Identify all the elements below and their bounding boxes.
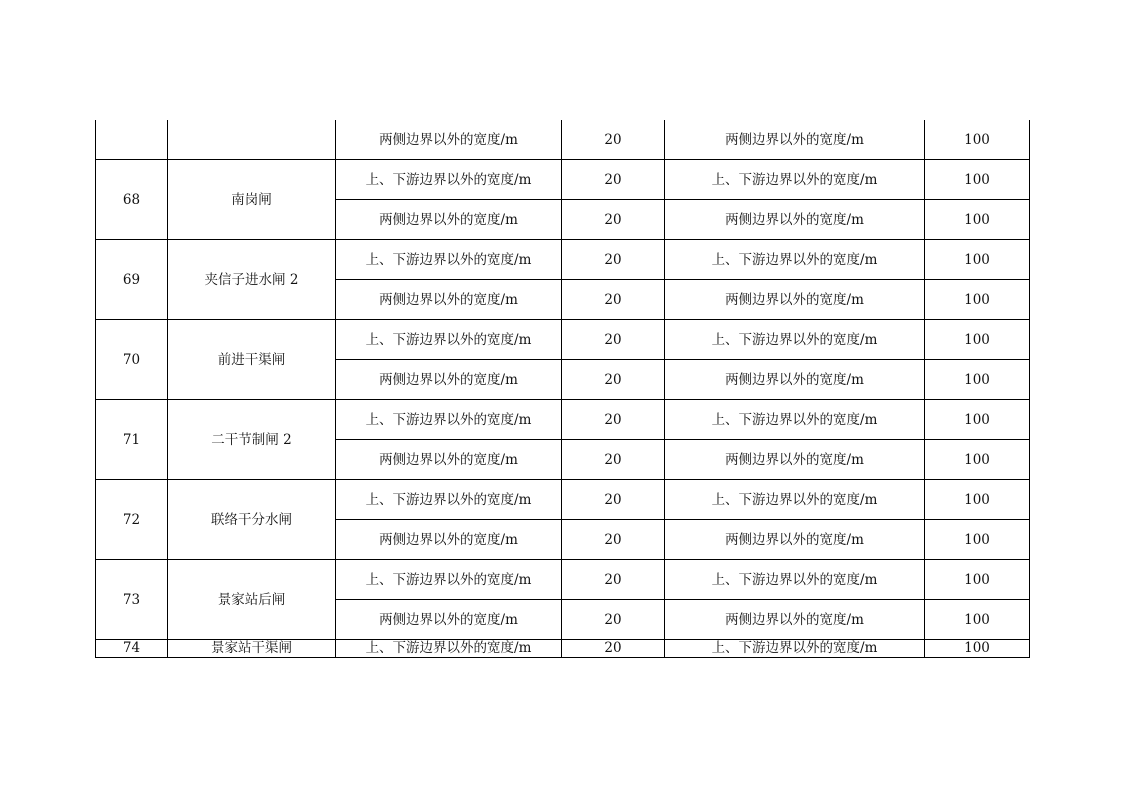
- table-row: [96, 400, 1030, 440]
- cell-boundary: 上、下游边界以外的宽度/m: [336, 640, 562, 658]
- cell-value-b: 100: [925, 400, 1030, 440]
- table-body: [96, 120, 1030, 658]
- cell-value-a: 20: [562, 120, 665, 160]
- cell-value-a: 20: [562, 560, 665, 600]
- cell-name: 景家站干渠闸: [168, 640, 336, 658]
- cell-boundary-b: 两侧边界以外的宽度/m: [665, 120, 925, 160]
- cell-name: 夹信子进水闸 2: [168, 240, 336, 320]
- cell-boundary: 上、下游边界以外的宽度/m: [336, 560, 562, 600]
- cell-value-a: 20: [562, 160, 665, 200]
- cell-value-a: 20: [562, 200, 665, 240]
- cell-boundary-b: 两侧边界以外的宽度/m: [665, 200, 925, 240]
- cell-value-b: 100: [925, 440, 1030, 480]
- table-row: [96, 320, 1030, 360]
- cell-name: 二干节制闸 2: [168, 400, 336, 480]
- cell-boundary-b: 两侧边界以外的宽度/m: [665, 440, 925, 480]
- table-row: [96, 640, 1030, 658]
- cell-no: 74: [96, 640, 168, 658]
- table-row: [96, 560, 1030, 600]
- cell-boundary-b: 上、下游边界以外的宽度/m: [665, 320, 925, 360]
- cell-value-b: 100: [925, 200, 1030, 240]
- cell-name: [168, 120, 336, 160]
- cell-boundary: 上、下游边界以外的宽度/m: [336, 400, 562, 440]
- cell-boundary-b: 上、下游边界以外的宽度/m: [665, 400, 925, 440]
- cell-value-b: 100: [925, 320, 1030, 360]
- cell-boundary: 两侧边界以外的宽度/m: [336, 440, 562, 480]
- cell-boundary-b: 上、下游边界以外的宽度/m: [665, 160, 925, 200]
- cell-no: [96, 120, 168, 160]
- cell-boundary: 两侧边界以外的宽度/m: [336, 600, 562, 640]
- cell-no: 70: [96, 320, 168, 400]
- cell-boundary-b: 两侧边界以外的宽度/m: [665, 280, 925, 320]
- cell-boundary-b: 两侧边界以外的宽度/m: [665, 520, 925, 560]
- table-row: [96, 480, 1030, 520]
- cell-boundary: 上、下游边界以外的宽度/m: [336, 480, 562, 520]
- cell-boundary-b: 两侧边界以外的宽度/m: [665, 360, 925, 400]
- cell-boundary: 两侧边界以外的宽度/m: [336, 120, 562, 160]
- cell-value-b: 100: [925, 160, 1030, 200]
- cell-boundary: 两侧边界以外的宽度/m: [336, 520, 562, 560]
- cell-boundary-b: 上、下游边界以外的宽度/m: [665, 240, 925, 280]
- cell-value-b: 100: [925, 480, 1030, 520]
- cell-boundary: 两侧边界以外的宽度/m: [336, 200, 562, 240]
- cell-no: 73: [96, 560, 168, 640]
- table-row: [96, 160, 1030, 200]
- cell-boundary: 上、下游边界以外的宽度/m: [336, 320, 562, 360]
- cell-value-b: 100: [925, 640, 1030, 658]
- cell-value-a: 20: [562, 440, 665, 480]
- cell-value-a: 20: [562, 320, 665, 360]
- cell-no: 72: [96, 480, 168, 560]
- table-row: [96, 120, 1030, 160]
- cell-value-b: 100: [925, 520, 1030, 560]
- cell-boundary-b: 上、下游边界以外的宽度/m: [665, 480, 925, 520]
- cell-boundary-b: 上、下游边界以外的宽度/m: [665, 560, 925, 600]
- protection-range-table: [95, 120, 1030, 658]
- cell-value-b: 100: [925, 600, 1030, 640]
- cell-name: 南岗闸: [168, 160, 336, 240]
- cell-boundary-b: 两侧边界以外的宽度/m: [665, 600, 925, 640]
- cell-boundary: 上、下游边界以外的宽度/m: [336, 240, 562, 280]
- cell-value-a: 20: [562, 600, 665, 640]
- cell-no: 68: [96, 160, 168, 240]
- cell-boundary: 两侧边界以外的宽度/m: [336, 280, 562, 320]
- cell-boundary: 两侧边界以外的宽度/m: [336, 360, 562, 400]
- cell-value-b: 100: [925, 360, 1030, 400]
- cell-value-b: 100: [925, 240, 1030, 280]
- cell-no: 69: [96, 240, 168, 320]
- cell-name: 前进干渠闸: [168, 320, 336, 400]
- cell-name: 景家站后闸: [168, 560, 336, 640]
- cell-value-a: 20: [562, 240, 665, 280]
- cell-value-a: 20: [562, 360, 665, 400]
- cell-value-b: 100: [925, 120, 1030, 160]
- cell-value-a: 20: [562, 520, 665, 560]
- cell-boundary: 上、下游边界以外的宽度/m: [336, 160, 562, 200]
- table-row: [96, 240, 1030, 280]
- cell-value-a: 20: [562, 640, 665, 658]
- cell-no: 71: [96, 400, 168, 480]
- cell-value-a: 20: [562, 280, 665, 320]
- cell-value-a: 20: [562, 480, 665, 520]
- cell-boundary-b: 上、下游边界以外的宽度/m: [665, 640, 925, 658]
- cell-name: 联络干分水闸: [168, 480, 336, 560]
- cell-value-b: 100: [925, 560, 1030, 600]
- cell-value-b: 100: [925, 280, 1030, 320]
- cell-value-a: 20: [562, 400, 665, 440]
